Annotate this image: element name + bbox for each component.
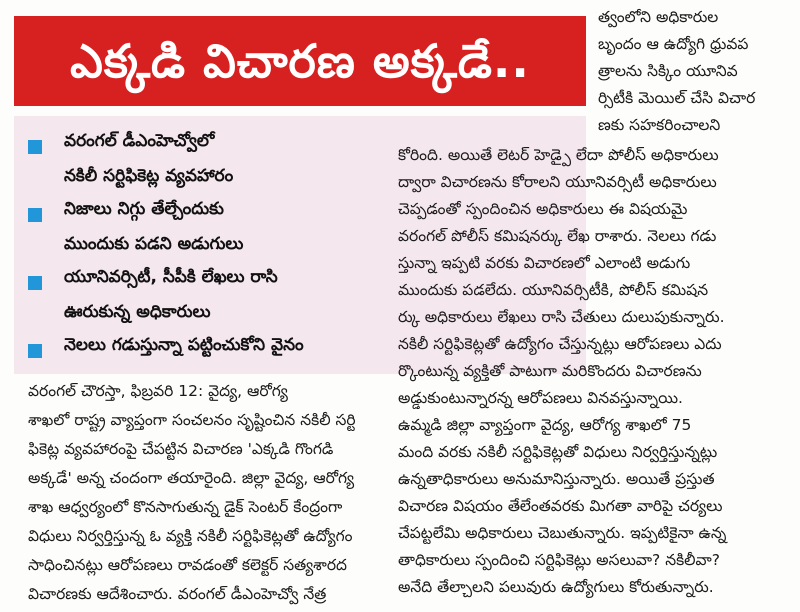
text-line: తాధికారులు స్పందించి సర్టిఫికెట్లు అసలువా? నకిలీవా?	[398, 551, 721, 569]
text-line: ర్కొంటున్న వ్యక్తితో పాటుగా మరికొందరు విచారణను	[398, 362, 702, 380]
text-line: అక్కడే' అన్న చందంగా తయారైంది. జిల్లా వైద్య, ఆరోగ్య	[28, 469, 355, 487]
text-line: శాఖలో రాష్ట్ర వ్యాప్తంగా సంచలనం సృష్టించిన నకిలీ సర్టి	[28, 411, 356, 429]
highlight-line: ముందుకు పడని అడుగులు	[64, 234, 244, 254]
text-line: ణకు సహకరించాలని	[598, 116, 721, 134]
text-line: ఉమ్మడి జిల్లా వ్యాప్తంగా వైద్య, ఆరోగ్య శాఖలో 75	[398, 416, 692, 434]
text-line: కోరింది. అయితే లెటర్ హెడ్పై లేదా పోలీస్ అధికారులు	[398, 146, 719, 164]
text-line: శాఖ ఆధ్వర్యంలో కొనసాగుతున్న డైక్ సెంటర్ కేంద్రంగా	[28, 498, 343, 516]
headline: ఎక్కడి విచారణ అక్కడే..	[14, 16, 586, 106]
text-line: ద్వారా విచారణను కోరాలని యూనివర్సిటీ అధికారులు	[398, 173, 717, 191]
text-line: నకిలీ సర్టిఫికెట్లతో ఉద్యోగం చేస్తున్నట్లు ఆరోపణలు ఎదు	[398, 335, 722, 353]
text-line: ఉన్నతాధికారులు అనుమానిస్తున్నారు. అయితే ప్రస్తుత	[398, 470, 715, 488]
text-line: చెప్పడంతో స్పందించిన అధికారులు ఈ విషయమై	[398, 200, 688, 218]
text-line: అడ్డుకుంటున్నారన్న ఆరోపణలు వినవస్తున్నాయి.	[398, 389, 683, 407]
highlight-line: నెలలు గడుస్తున్నా పట్టించుకోని వైనం	[64, 335, 304, 355]
text-line: ఫికెట్ల వ్యవహారంపై చేపట్టిన విచారణ 'ఎక్కడి గొంగడి	[28, 440, 334, 458]
article-column-left	[28, 378, 384, 610]
highlight-line: ఊరుకున్న అధికారులు	[64, 302, 211, 322]
text-line: త్వంలోని అధికారుల	[598, 8, 719, 26]
bullet-square-icon	[28, 208, 42, 222]
bullet-square-icon	[28, 344, 42, 358]
text-line: బృందం ఆ ఉద్యోగి ధ్రువప	[598, 35, 749, 53]
text-line: త్రాలను సిక్కిం యూనివ	[598, 62, 738, 80]
text-line: విచారణకు ఆదేశించారు. వరంగల్ డీఎంహెచ్వో నేత్ర	[28, 585, 327, 603]
text-line: వరంగల్ పోలీస్ కమిషనర్కు లేఖ రాశారు. నెలలు గడు	[398, 227, 717, 245]
highlight-line: నిజాలు నిగ్గు తేల్చేందుకు	[64, 199, 224, 219]
text-line: విచారణ విషయం తేలేంతవరకు మిగతా వారిపై చర్యలు	[398, 497, 723, 515]
text-line: స్తున్నా ఇప్పటి వరకు విచారణలో ఎలాంటి అడుగు	[398, 254, 691, 272]
bullet-square-icon	[28, 276, 42, 290]
text-line: సాధించినట్లు ఆరోపణలు రావడంతో కలెక్టర్ సత్యశారద	[28, 556, 347, 574]
text-line: ర్కు అధికారులు లేఖలు రాసి చేతులు దులుపుకున్నారు.	[398, 308, 725, 326]
article-column-right-top	[598, 4, 788, 144]
highlight-line: యూనివర్సిటీ, సీపీకి లేఖలు రాసి	[64, 267, 278, 287]
highlight-line: వరంగల్ డీఎంహెచ్వోలో	[64, 131, 215, 151]
text-line: వరంగల్ చౌరస్తా, ఫిబ్రవరి 12: వైద్య, ఆరోగ్య	[28, 382, 288, 400]
text-line: మంది వరకు నకిలీ సర్టిఫికెట్లతో విధులు నిర్వర్తిస్తున్నట్లు	[398, 443, 718, 461]
text-line: విధులు నిర్వర్తిస్తున్న ఓ వ్యక్తి నకిలీ సర్టిఫికెట్లతో ఉద్యోగం	[28, 527, 353, 545]
text-line: అనేది తేల్చాలని పలువురు ఉద్యోగులు కోరుతున్నారు.	[398, 578, 714, 596]
bullet-square-icon	[28, 140, 42, 154]
text-line: ర్సిటీకి మెయిల్ చేసి విచార	[598, 89, 756, 107]
highlight-line: నకిలీ సర్టిఫికెట్ల వ్యవహారం	[64, 166, 234, 186]
text-line: చేపట్టలేమి అధికారులు చెబుతున్నారు. ఇప్పటికైనా ఉన్న	[398, 524, 727, 542]
text-line: ముందుకు పడలేదు. యూనివర్సిటీకి, పోలీస్ కమిషన	[398, 281, 709, 299]
article-column-right	[398, 142, 790, 608]
